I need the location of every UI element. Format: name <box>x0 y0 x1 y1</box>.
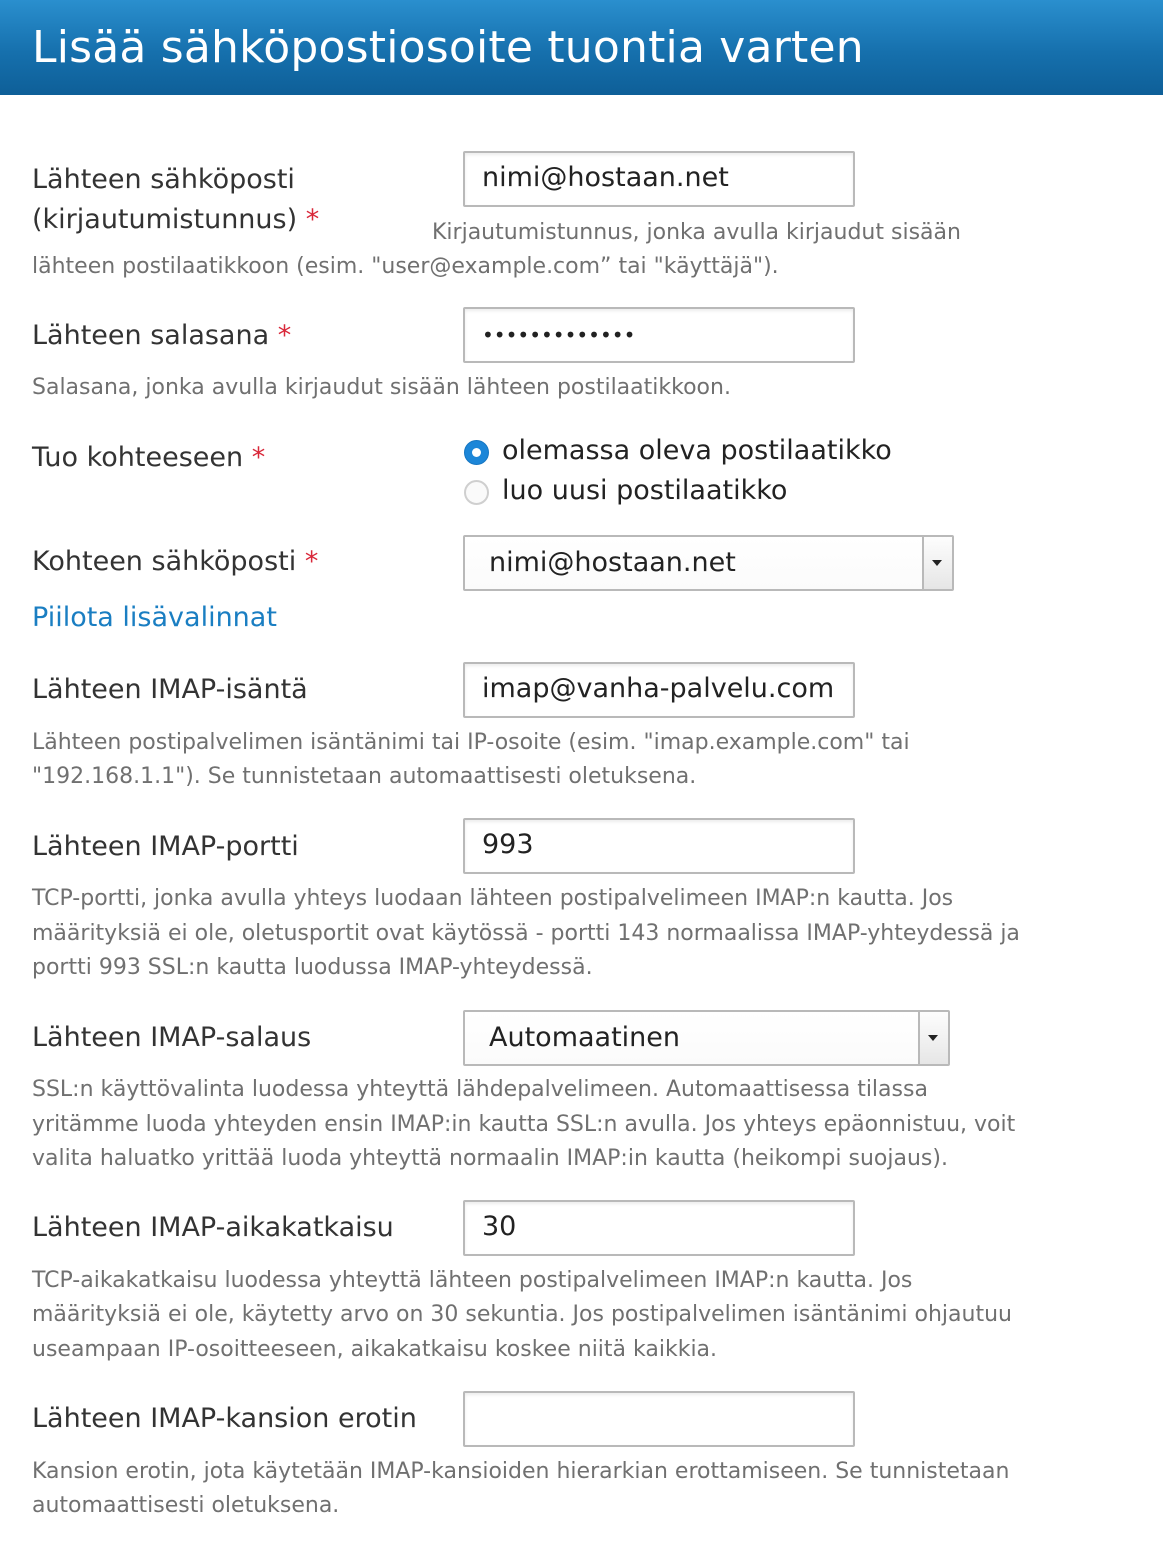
hide-advanced-link[interactable]: Piilota lisävalinnat <box>32 602 277 633</box>
source-email-label: Lähteen sähköposti (kirjautumistunnus) * <box>32 164 320 235</box>
imap-port-label: Lähteen IMAP-portti <box>32 831 299 862</box>
imap-host-hint-line1: Lähteen postipalvelimen isäntänimi tai IP-osoite (esim. "imap.example.com" tai <box>32 730 910 755</box>
imap-host-input[interactable]: imap@vanha-palvelu.com <box>463 662 855 718</box>
imap-timeout-hint-line3: useampaan IP-osoitteeseen, aikakatkaisu koskee niitä kaikkia. <box>32 1337 718 1362</box>
source-password-hint: Salasana, jonka avulla kirjaudut sisään lähteen postilaatikkoon. <box>32 375 731 400</box>
imap-port-hint-line2: määrityksiä ei ole, oletusportit ovat käytössä - portti 143 normaalissa IMAP-yhteydessä ja <box>32 921 1020 946</box>
import-target-label: Tuo kohteeseen * <box>32 442 266 473</box>
required-mark: * <box>305 204 320 235</box>
imap-port-hint-line1: TCP-portti, jonka avulla yhteys luodaan lähteen postipalvelimeen IMAP:n kautta. Jos <box>32 886 954 911</box>
radio-existing-mailbox[interactable]: olemassa oleva postilaatikko <box>464 431 964 471</box>
source-email-hint-line1: Kirjautumistunnus, jonka avulla kirjaudut sisään <box>432 220 961 245</box>
radio-unselected-icon[interactable] <box>464 480 489 505</box>
page-title: Lisää sähköpostiosoite tuontia varten <box>32 22 864 73</box>
imap-host-label: Lähteen IMAP-isäntä <box>32 674 308 705</box>
target-email-select[interactable]: nimi@hostaan.net <box>463 535 954 591</box>
page-header <box>0 0 1163 95</box>
source-email-input[interactable]: nimi@hostaan.net <box>463 151 855 207</box>
imap-encryption-select[interactable]: Automaatinen <box>463 1010 950 1066</box>
imap-timeout-input[interactable]: 30 <box>463 1200 855 1256</box>
source-password-input[interactable]: ••••••••••••• <box>463 307 855 363</box>
imap-timeout-label: Lähteen IMAP-aikakatkaisu <box>32 1212 394 1243</box>
imap-port-hint-line3: portti 993 SSL:n kautta luodussa IMAP-yhteydessä. <box>32 955 593 980</box>
imap-encryption-hint-line1: SSL:n käyttövalinta luodessa yhteyttä lähdepalvelimeen. Automaattisessa tilassa <box>32 1077 928 1102</box>
imap-port-input[interactable]: 993 <box>463 818 855 874</box>
imap-separator-label: Lähteen IMAP-kansion erotin <box>32 1403 417 1434</box>
required-mark: * <box>277 320 292 351</box>
imap-timeout-hint-line2: määrityksiä ei ole, käytetty arvo on 30 sekuntia. Jos postipalvelimen isäntänimi ohjautuu <box>32 1302 1012 1327</box>
source-email-hint-line2: lähteen postilaatikkoon (esim. "user@example.com” tai "käyttäjä"). <box>32 254 779 279</box>
imap-encryption-hint-line2: yritämme luoda yhteyden ensin IMAP:in kautta SSL:n avulla. Jos yhteys epäonnistuu, voit <box>32 1112 1016 1137</box>
chevron-down-icon[interactable] <box>918 1012 948 1064</box>
required-mark: * <box>304 546 319 577</box>
imap-encryption-hint-line3: valita haluatko yrittää luoda yhteyttä normaalin IMAP:in kautta (heikompi suojaus). <box>32 1146 948 1171</box>
imap-encryption-label: Lähteen IMAP-salaus <box>32 1022 312 1053</box>
radio-selected-icon[interactable] <box>464 440 489 465</box>
required-mark: * <box>251 442 266 473</box>
radio-new-mailbox[interactable]: luo uusi postilaatikko <box>464 471 964 511</box>
imap-separator-input[interactable] <box>463 1391 855 1447</box>
target-email-label: Kohteen sähköposti * <box>32 546 319 577</box>
imap-timeout-hint-line1: TCP-aikakatkaisu luodessa yhteyttä lähteen postipalvelimeen IMAP:n kautta. Jos <box>32 1268 913 1293</box>
source-password-label: Lähteen salasana * <box>32 320 292 351</box>
imap-separator-hint-line2: automaattisesti oletuksena. <box>32 1493 340 1518</box>
chevron-down-icon[interactable] <box>922 537 952 589</box>
imap-host-hint-line2: "192.168.1.1"). Se tunnistetaan automaattisesti oletuksena. <box>32 764 697 789</box>
imap-separator-hint-line1: Kansion erotin, jota käytetään IMAP-kansioiden hierarkian erottamiseen. Se tunnistetaan <box>32 1459 1010 1484</box>
